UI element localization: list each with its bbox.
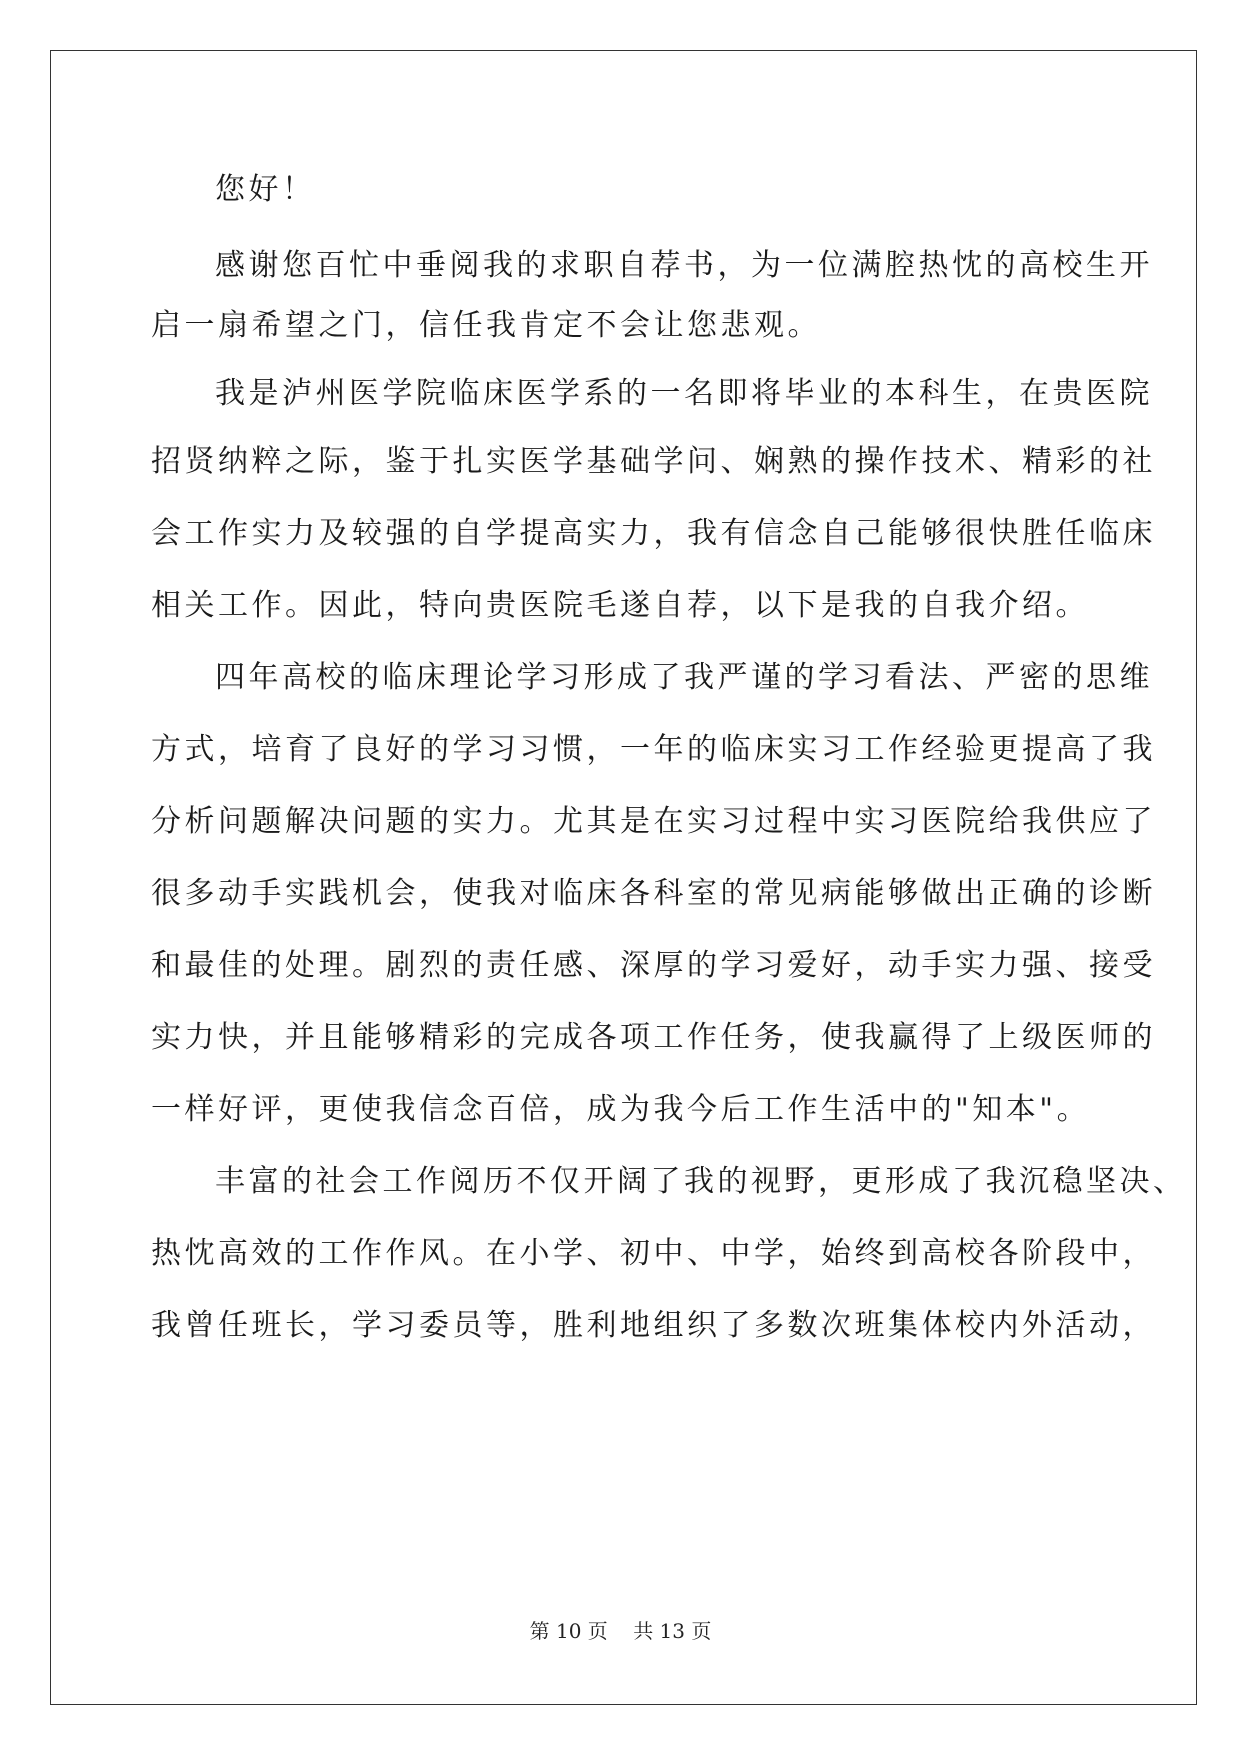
paragraph-line: 我曾任班长，学习委员等，胜利地组织了多数次班集体校内外活动， <box>151 1308 1156 1343</box>
paragraph-line: 会工作实力及较强的自学提高实力，我有信念自己能够很快胜任临床 <box>151 516 1156 551</box>
paragraph-line: 分析问题解决问题的实力。尤其是在实习过程中实习医院给我供应了 <box>151 804 1156 839</box>
paragraph-line: 相关工作。因此，特向贵医院毛遂自荐，以下是我的自我介绍。 <box>151 588 1089 623</box>
paragraph-line: 很多动手实践机会，使我对临床各科室的常见病能够做出正确的诊断 <box>151 876 1156 911</box>
paragraph-line: 热忱高效的工作作风。在小学、初中、中学，始终到高校各阶段中， <box>151 1236 1156 1271</box>
page-number: 第 10 页 共 13 页 <box>529 1619 712 1643</box>
paragraph-line: 四年高校的临床理论学习形成了我严谨的学习看法、严密的思维 <box>215 660 1153 695</box>
greeting: 您好！ <box>215 172 316 207</box>
paragraph-line: 招贤纳粹之际，鉴于扎实医学基础学问、娴熟的操作技术、精彩的社 <box>151 444 1156 479</box>
paragraph-line: 启一扇希望之门，信任我肯定不会让您悲观。 <box>151 308 821 343</box>
paragraph-line: 方式，培育了良好的学习习惯，一年的临床实习工作经验更提高了我 <box>151 732 1156 767</box>
paragraph-line: 和最佳的处理。剧烈的责任感、深厚的学习爱好，动手实力强、接受 <box>151 948 1156 983</box>
paragraph-line: 实力快，并且能够精彩的完成各项工作任务，使我赢得了上级医师的 <box>151 1020 1156 1055</box>
paragraph-line: 我是泸州医学院临床医学系的一名即将毕业的本科生，在贵医院 <box>215 376 1153 411</box>
paragraph-line: 一样好评，更使我信念百倍，成为我今后工作生活中的"知本"。 <box>151 1092 1091 1127</box>
paragraph-line: 丰富的社会工作阅历不仅开阔了我的视野，更形成了我沉稳坚决、 <box>215 1164 1187 1199</box>
paragraph-line: 感谢您百忙中垂阅我的求职自荐书，为一位满腔热忱的高校生开 <box>215 248 1153 283</box>
